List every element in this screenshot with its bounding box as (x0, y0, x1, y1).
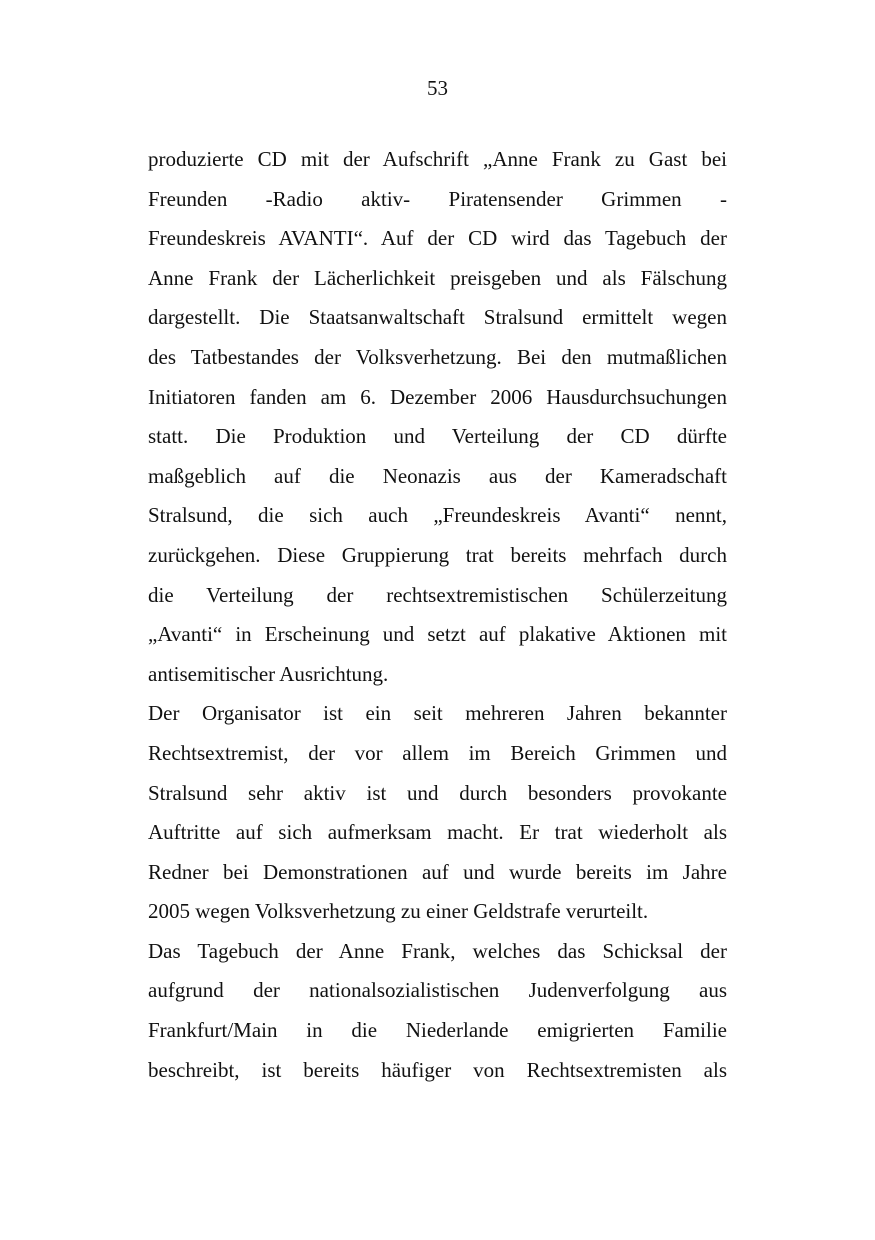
paragraph (148, 694, 727, 932)
text-line: Stralsund, die sich auch „Freundeskreis Avanti“ nennt, (148, 503, 727, 528)
text-line: Stralsund sehr aktiv ist und durch besonders provokante (148, 780, 727, 805)
text-line: 2005 wegen Volksverhetzung zu einer Geldstrafe verurteilt. (148, 899, 649, 924)
text-line: Frankfurt/Main in die Niederlande emigrierten Familie (148, 1018, 727, 1043)
text-line: Der Organisator ist ein seit mehreren Jahren bekannter (148, 701, 727, 726)
text-line: Freunden -Radio aktiv- Piratensender Grimmen - (148, 186, 727, 211)
text-line: des Tatbestandes der Volksverhetzung. Bei den mutmaßlichen (148, 344, 727, 369)
text-line: dargestellt. Die Staatsanwaltschaft Stralsund ermittelt wegen (148, 305, 727, 330)
text-line: produzierte CD mit der Aufschrift „Anne Frank zu Gast bei (148, 147, 727, 171)
paragraph (148, 140, 727, 694)
text-line: antisemitischer Ausrichtung. (148, 661, 389, 686)
text-line: statt. Die Produktion und Verteilung der CD dürfte (148, 424, 727, 449)
text-line: Rechtsextremist, der vor allem im Bereich Grimmen und (148, 740, 727, 765)
text-line: Initiatoren fanden am 6. Dezember 2006 Hausdurchsuchungen (148, 384, 727, 409)
text-line: zurückgehen. Diese Gruppierung trat bereits mehrfach durch (148, 542, 727, 567)
page-number: 53 (427, 76, 448, 100)
paragraph (148, 932, 727, 1090)
text-line: beschreibt, ist bereits häufiger von Rechtsextremisten als (148, 1057, 727, 1082)
text-line: maßgeblich auf die Neonazis aus der Kameradschaft (148, 463, 727, 488)
text-line: die Verteilung der rechtsextremistischen Schülerzeitung (148, 582, 727, 607)
text-line: Redner bei Demonstrationen auf und wurde bereits im Jahre (148, 859, 727, 884)
text-line: Freundeskreis AVANTI“. Auf der CD wird das Tagebuch der (148, 226, 727, 251)
text-line: „Avanti“ in Erscheinung und setzt auf plakative Aktionen mit (148, 622, 727, 647)
text-line: Das Tagebuch der Anne Frank, welches das Schicksal der (148, 938, 727, 963)
text-line: Anne Frank der Lächerlichkeit preisgeben und als Fälschung (148, 265, 727, 290)
text-line: Auftritte auf sich aufmerksam macht. Er trat wiederholt als (148, 820, 727, 845)
body-text (148, 140, 727, 1090)
text-line: aufgrund der nationalsozialistischen Judenverfolgung aus (148, 978, 727, 1003)
